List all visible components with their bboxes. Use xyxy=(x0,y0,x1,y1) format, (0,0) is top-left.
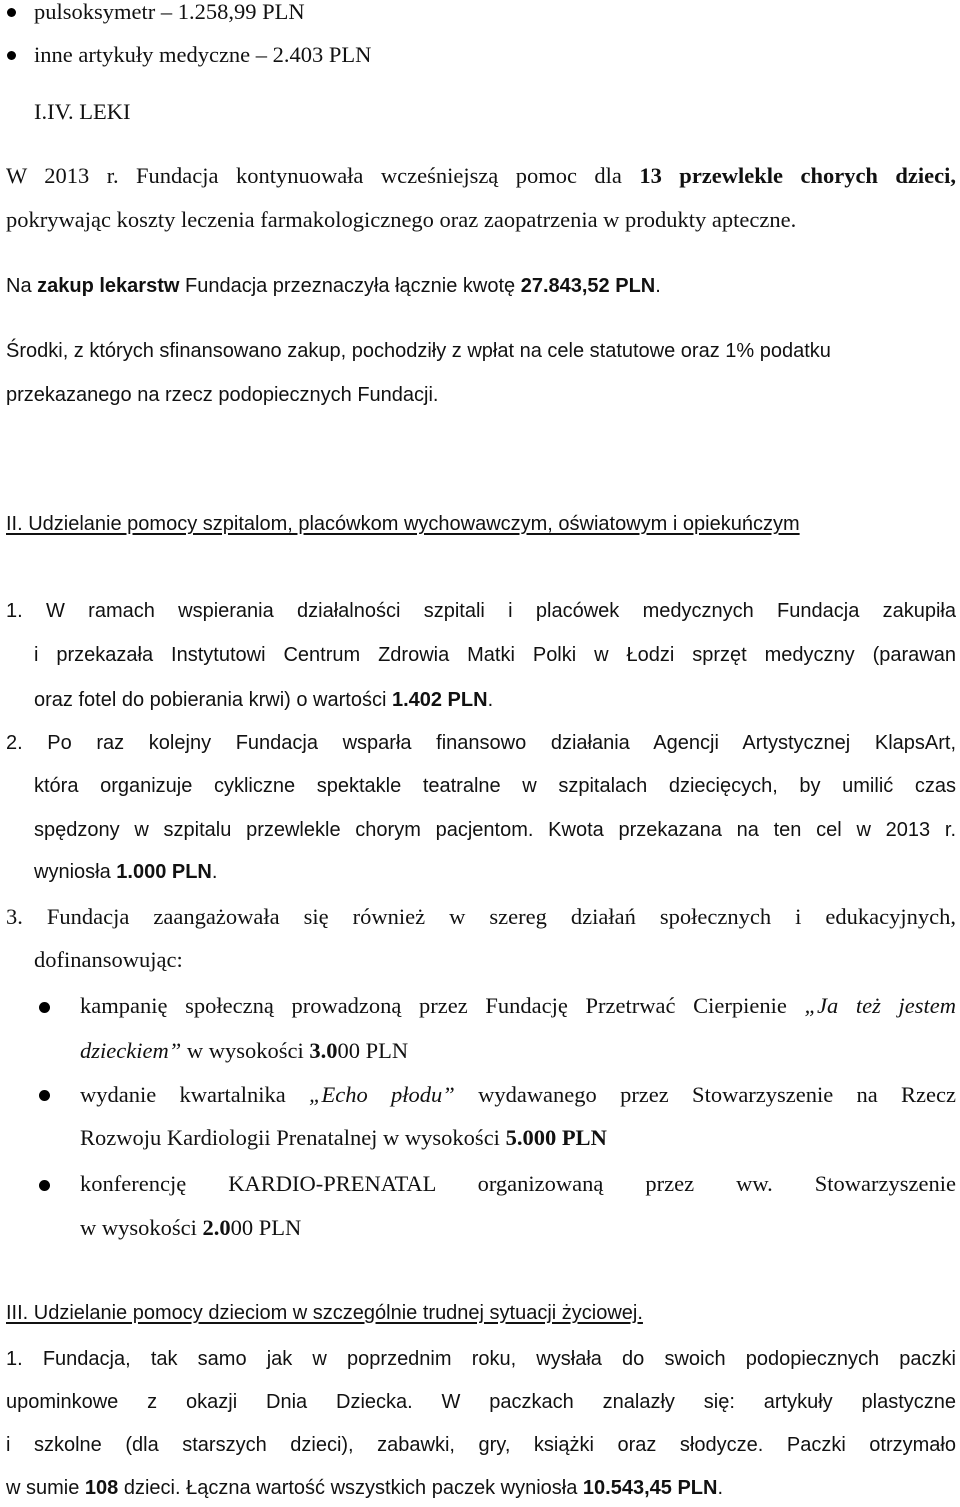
paragraph-line: przekazanego na rzecz podopiecznych Fundacji. xyxy=(6,384,439,406)
paragraph-line: w sumie 108 dzieci. Łączna wartość wszystkich paczek wyniosła 10.543,45 PLN. xyxy=(6,1477,723,1499)
paragraph-line: 2. Po raz kolejny Fundacja wsparła finansowo działania Agencji Artystycznej KlapsArt, xyxy=(6,732,956,754)
bullet-icon xyxy=(39,1090,50,1101)
bullet-icon xyxy=(7,51,16,60)
paragraph-line: Na zakup lekarstw Fundacja przeznaczyła łącznie kwotę 27.843,52 PLN. xyxy=(6,275,661,297)
list-item: inne artykuły medyczne – 2.403 PLN xyxy=(34,42,372,67)
paragraph-line: i szkolne (dla starszych dzieci), zabawki, gry, książki oraz słodycze. Paczki otrzymało xyxy=(6,1434,956,1456)
paragraph-line: W 2013 r. Fundacja kontynuowała wcześniejszą pomoc dla 13 przewlekle chorych dzieci, xyxy=(6,163,956,188)
bullet-icon xyxy=(39,1002,50,1013)
paragraph-line: wyniosła 1.000 PLN. xyxy=(34,861,218,883)
paragraph-line: oraz fotel do pobierania krwi) o wartości 1.402 PLN. xyxy=(34,689,494,711)
paragraph-line: 1. W ramach wspierania działalności szpitali i placówek medycznych Fundacja zakupiła xyxy=(6,600,956,622)
list-item: konferencję KARDIO-PRENATAL organizowaną przez ww. Stowarzyszenie xyxy=(80,1171,956,1196)
paragraph-line: dofinansowując: xyxy=(34,947,183,972)
list-item: pulsoksymetr – 1.258,99 PLN xyxy=(34,0,305,24)
list-item-continuation: dzieckiem” w wysokości 3.000 PLN xyxy=(80,1038,409,1063)
bullet-icon xyxy=(39,1180,50,1191)
paragraph-line: Środki, z których sfinansowano zakup, pochodziły z wpłat na cele statutowe oraz 1% podatku xyxy=(6,340,831,362)
list-item-continuation: w wysokości 2.000 PLN xyxy=(80,1215,302,1240)
list-item-continuation: Rozwoju Kardiologii Prenatalnej w wysokości 5.000 PLN xyxy=(80,1125,607,1150)
list-item: wydanie kwartalnika „Echo płodu” wydawanego przez Stowarzyszenie na Rzecz xyxy=(80,1082,956,1107)
paragraph-line: spędzony w szpitalu przewlekle chorym pacjentom. Kwota przekazana na ten cel w 2013 r. xyxy=(34,819,956,841)
paragraph-line: 1. Fundacja, tak samo jak w poprzednim roku, wysłała do swoich podopiecznych paczki xyxy=(6,1348,956,1370)
list-item: kampanię społeczną prowadzoną przez Fundację Przetrwać Cierpienie „Ja też jestem xyxy=(80,993,957,1018)
section-heading: III. Udzielanie pomocy dzieciom w szczególnie trudnej sytuacji życiowej. xyxy=(6,1302,643,1324)
section-heading: II. Udzielanie pomocy szpitalom, placówkom wychowawczym, oświatowym i opiekuńczym xyxy=(6,513,800,535)
section-heading: I.IV. LEKI xyxy=(34,99,131,124)
paragraph-line: pokrywając koszty leczenia farmakologicznego oraz zaopatrzenia w produkty apteczne. xyxy=(6,207,797,232)
paragraph-line: i przekazała Instytutowi Centrum Zdrowia Matki Polki w Łodzi sprzęt medyczny (parawan xyxy=(34,644,956,666)
paragraph-line: która organizuje cykliczne spektakle teatralne w szpitalach dziecięcych, by umilić czas xyxy=(34,775,956,797)
bullet-icon xyxy=(7,8,16,17)
paragraph-line: upominkowe z okazji Dnia Dziecka. W paczkach znalazły się: artykuły plastyczne xyxy=(6,1391,956,1413)
paragraph-line: 3. Fundacja zaangażowała się również w szereg działań społecznych i edukacyjnych, xyxy=(6,904,956,929)
